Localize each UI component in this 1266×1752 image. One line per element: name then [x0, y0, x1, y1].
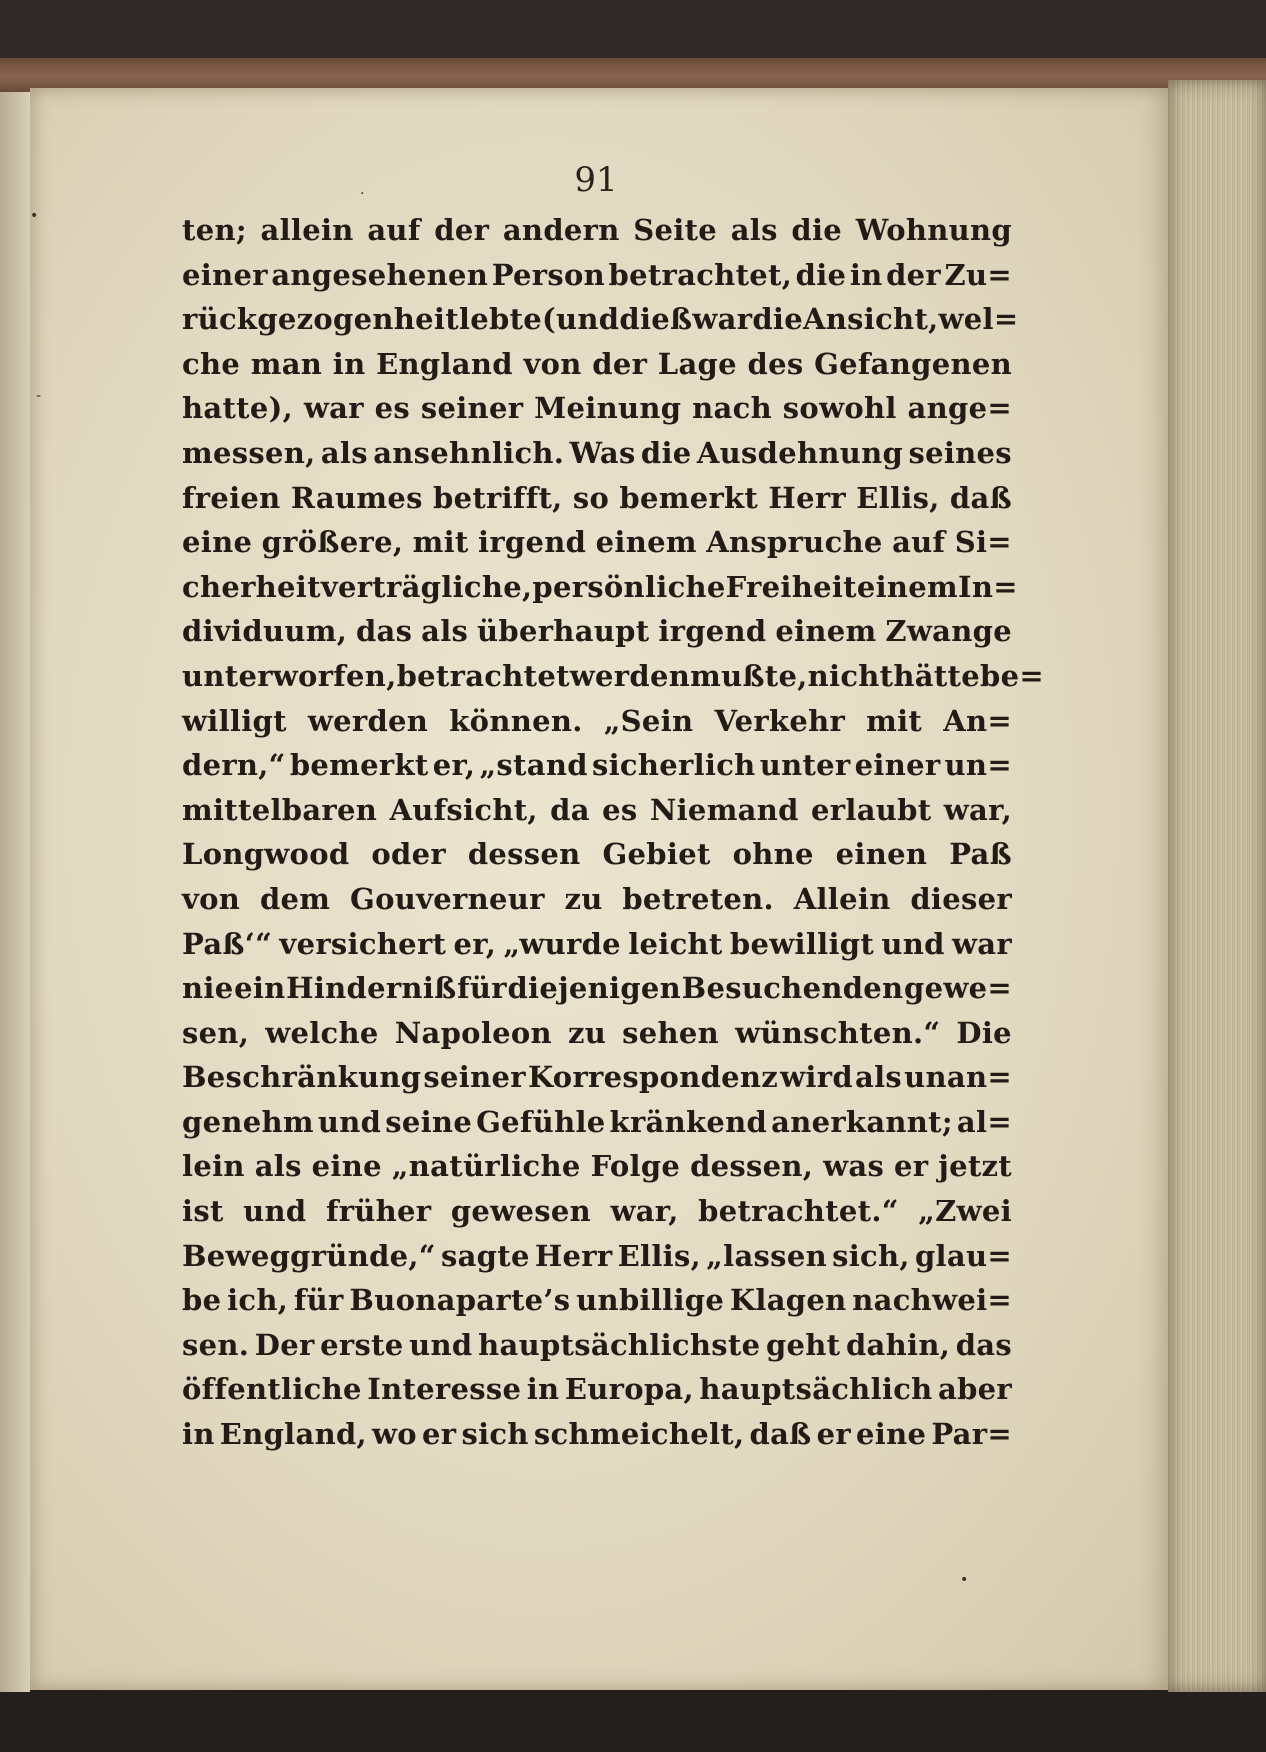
text-line: einer angesehenen Person betrachtet, die in der Zu=: [182, 257, 1012, 292]
text-line: mittelbaren Aufsicht, da es Niemand erlaubt war,: [182, 792, 1012, 827]
text-line: Paß‘“ versichert er, „wurde leicht bewilligt und war: [182, 926, 1012, 961]
facing-page-edge: [0, 92, 30, 1692]
text-line: willigt werden können. „Sein Verkehr mit An=: [182, 703, 1012, 738]
margin-speck: •: [30, 208, 39, 224]
text-line: hatte), war es seiner Meinung nach sowohl ange=: [182, 391, 1012, 426]
page-speck: ·: [360, 186, 365, 202]
text-line: in England, wo er sich schmeichelt, daß er eine Par=: [182, 1417, 1012, 1452]
text-line: eine größere, mit irgend einem Anspruche auf Si=: [182, 525, 1012, 560]
page-speck: •: [960, 1572, 969, 1588]
text-line: Beweggründe,“ sagte Herr Ellis, „lassen sich, glau=: [182, 1238, 1012, 1273]
text-line: be ich, für Buonaparte’s unbillige Klagen nachwei=: [182, 1283, 1012, 1318]
page-block-edges: [1168, 80, 1266, 1692]
text-line: sen. Der erste und hauptsächlichste geht dahin, das: [182, 1327, 1012, 1362]
text-line: cherheit verträgliche, persönliche Freiheit einem In=: [182, 569, 1018, 604]
text-line: von dem Gouverneur zu betreten. Allein dieser: [182, 881, 1012, 916]
text-line: dern,“ bemerkt er, „stand sicherlich unter einer un=: [182, 748, 1012, 783]
text-line: ist und früher gewesen war, betrachtet.“ „Zwei: [182, 1194, 1012, 1229]
text-line: che man in England von der Lage des Gefangenen: [182, 346, 1012, 381]
text-line: rückgezogenheit lebte (und dieß war die Ansicht, wel=: [182, 302, 1019, 337]
book-cover-bottom-edge: [0, 1686, 1266, 1752]
text-line: dividuum, das als überhaupt irgend einem Zwange: [182, 614, 1012, 649]
body-text: [182, 208, 1044, 1457]
text-line: nie ein Hinderniß für diejenigen Besuchenden gewe=: [182, 971, 1012, 1006]
text-line: messen, als ansehnlich. Was die Ausdehnung seines: [182, 435, 1012, 470]
margin-speck: ‐: [36, 388, 42, 404]
text-line: Longwood oder dessen Gebiet ohne einen Paß: [182, 837, 1012, 872]
text-line: ten; allein auf der andern Seite als die Wohnung: [182, 213, 1012, 247]
text-line: unterworfen, betrachtet werden mußte, nicht hätte be=: [182, 658, 1044, 693]
text-line: lein als eine „natürliche Folge dessen, was er jetzt: [182, 1149, 1012, 1184]
page-number: 91: [574, 160, 618, 200]
text-line: genehm und seine Gefühle kränkend anerkannt; al=: [182, 1104, 1012, 1139]
text-line: freien Raumes betrifft, so bemerkt Herr Ellis, daß: [182, 480, 1012, 515]
text-line: sen, welche Napoleon zu sehen wünschten.“ Die: [182, 1015, 1012, 1050]
text-line: Beschränkung seiner Korrespondenz wird als unan=: [182, 1060, 1012, 1095]
text-line: öffentliche Interesse in Europa, hauptsächlich aber: [182, 1372, 1012, 1407]
